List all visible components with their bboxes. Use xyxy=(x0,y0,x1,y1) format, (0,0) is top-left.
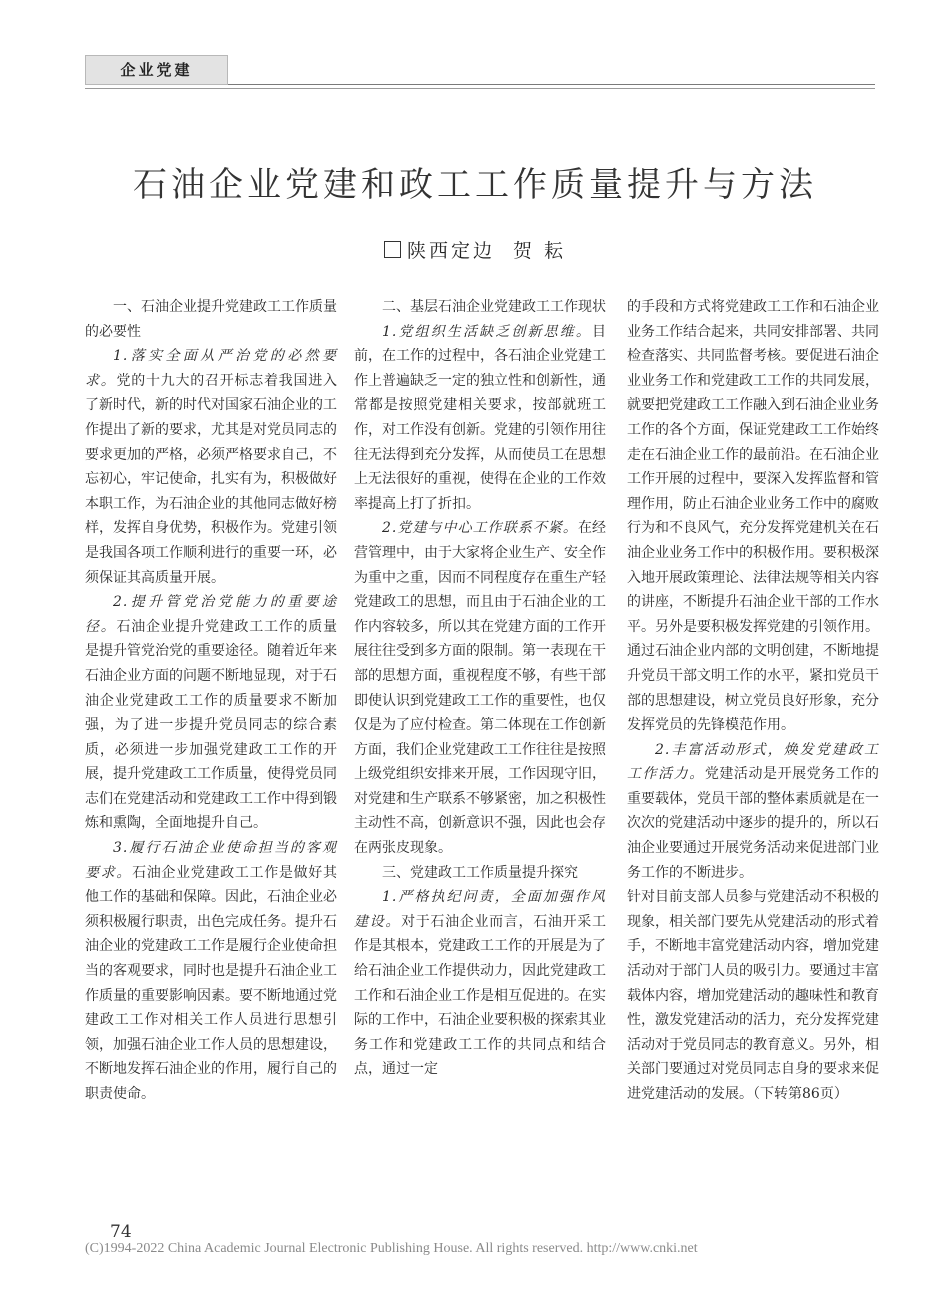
byline-box-icon xyxy=(384,241,401,258)
text-column-left xyxy=(85,295,337,1107)
paragraph-text: 在经营管理中，由于大家将企业生产、安全作为重中之重，因而不同程度存在重生产轻党建政工的思想，而且由于石油企业的工作内容较多，所以其在党建方面的工作开展往往受到多方面的限制。第一表现在干部的思想方面，重视程度不够，有些干部即使认识到党建政工工作的重要性，也仅仅是为了应付检查。第二体现在工作创新方面，我们企业党建政工工作往往是按照上级党组织安排来开展，工作因现守旧，对党建和生产联系不够紧密，加之积极性主动性不高，创新意识不强，因此也会存在两张皮现象。 xyxy=(354,520,606,857)
paragraph-text: 对于石油企业而言，石油开采工作是其根本，党建政工工作的开展是为了给石油企业工作提供动力，因此党建政工工作和石油企业工作是相互促进的。在实际的工作中，石油企业要积极的探索其业务工作和党建政工工作的共同点和结合点，通过一定 xyxy=(354,913,606,1078)
paragraph-lead: 2.提升管党治党能力的重要途径。 xyxy=(85,594,337,635)
paragraph xyxy=(354,885,606,1082)
paragraph-lead: 1.严格执纪问责，全面加强作风建设。 xyxy=(354,889,606,930)
section-heading: 二、基层石油企业党建政工工作现状 xyxy=(382,299,606,315)
paragraph-text: 党建活动是开展党务工作的重要载体，党员干部的整体素质就是在一次次的党建活动中逐步的提升的，所以石油企业要通过开展党务活动来促进部门业务工作的不断进步。 xyxy=(627,766,879,881)
article-title: 石油企业党建和政工工作质量提升与方法 xyxy=(133,165,817,205)
paragraph xyxy=(627,295,879,738)
paragraph xyxy=(85,344,337,590)
header-rule-lower xyxy=(85,88,875,89)
paragraph xyxy=(85,590,337,836)
paragraph-lead: 1.党组织生活缺乏创新思维。 xyxy=(382,323,592,340)
paragraph xyxy=(354,516,606,860)
text-column-middle xyxy=(354,295,606,1082)
paragraph-text: 的手段和方式将党建政工工作和石油企业业务工作结合起来，共同安排部署、共同检查落实、共同监督考核。要促进石油企业业务工作和党建政工工作的共同发展，就要把党建政工工作融入到石油企业业务工作的各个方面，保证党建政工工作始终走在石油企业工作的最前沿。在石油企业工作开展的过程中，要深入发挥监督和管理作用，防止石油企业业务工作中的腐败行为和不良风气，充分发挥党建机关在石油企业业务工作中的积极作用。要积极深入地开展政策理论、法律法规等相关内容的讲座，不断提升石油企业干部的工作水平。另外是要积极发挥党建的引领作用。通过石油企业内部的文明创建，不断地提升党员干部文明工作的水平，紧扣党员干部的思想建设，树立党员良好形象，充分发挥党员的先锋模范作用。 xyxy=(627,299,879,734)
author-place: 陕西定边 xyxy=(406,240,495,262)
header-rule xyxy=(228,84,875,85)
paragraph xyxy=(85,836,337,1107)
paragraph-text: 目前，在工作的过程中，各石油企业党建工作上普遍缺乏一定的独立性和创新性，通常都是按照党建相关要求，按部就班工作，对工作没有创新。党建的引领作用往往无法得到充分发挥，从而使员工在思想上无法很好的重视，使得在企业的工作效率提高上打了折扣。 xyxy=(354,323,606,512)
paragraph-lead: 2.党建与中心工作联系不紧。 xyxy=(382,520,578,537)
paragraph-lead: 3.履行石油企业使命担当的客观要求。 xyxy=(85,840,337,881)
paragraph xyxy=(627,885,879,1106)
paragraph xyxy=(354,320,606,517)
copyright-footer: (C)1994-2022 China Academic Journal Electronic Publishing House. All rights reserved. http://www.cnki.net xyxy=(85,1241,698,1256)
author-name: 贺 耘 xyxy=(512,240,567,262)
page-number: 74 xyxy=(110,1222,132,1242)
paragraph-lead: 1.落实全面从严治党的必然要求。 xyxy=(85,348,337,389)
continuation-note: （下转第86页） xyxy=(753,1086,848,1102)
paragraph-lead: 2.丰富活动形式，焕发党建政工工作活力。 xyxy=(627,741,879,783)
paragraph-text: 石油企业党建政工工作是做好其他工作的基础和保障。因此，石油企业必须积极履行职责，出色完成任务。提升石油企业的党建政工工作是履行企业使命担当的客观要求，同时也是提升石油企业工作质量的重要影响因素。要不断地通过党建政工工作对相关工作人员进行思想引领，加强石油企业工作人员的思想建设，不断地发挥石油企业的作用，履行自己的职责使命。 xyxy=(85,864,337,1102)
paragraph-text: 针对目前支部人员参与党建活动不积极的现象，相关部门要先从党建活动的形式着手，不断地丰富党建活动内容，增加党建活动对于部门人员的吸引力。要通过丰富载体内容，增加党建活动的趣味性和教育性，激发党建活动的活力，充分发挥党建活动对于党员同志的教育意义。另外，相关部门要通过对党员同志自身的要求来促进党建活动的发展。 xyxy=(627,889,879,1102)
section-heading: 一、石油企业提升党建政工工作质量的必要性 xyxy=(85,299,337,340)
section-label: 企业党建 xyxy=(85,55,228,85)
author-byline xyxy=(0,236,950,263)
text-column-right xyxy=(627,295,879,1107)
section-heading: 三、党建政工工作质量提升探究 xyxy=(382,864,578,881)
paragraph-text: 石油企业提升党建政工工作的质量是提升管党治党的重要途径。随着近年来石油企业方面的问题不断地显现，对于石油企业党建政工工作的质量要求不断加强，为了进一步提升党员同志的综合素质，必须进一步加强党建政工工作的开展，提升党建政工工作质量，使得党员同志们在党建活动和党建政工工作中得到锻炼和熏陶，全面地提升自己。 xyxy=(85,618,337,832)
paragraph xyxy=(627,738,879,886)
paragraph-text: 党的十九大的召开标志着我国进入了新时代，新的时代对国家石油企业的工作提出了新的要求，尤其是对党员同志的要求更加的严格，必须严格要求自己，不忘初心，牢记使命，扎实有为，积极做好本职工作，为石油企业的其他同志做好榜样，发挥自身优势，积极作为。党建引领是我国各项工作顺利进行的重要一环，必须保证其高质量开展。 xyxy=(85,372,337,586)
